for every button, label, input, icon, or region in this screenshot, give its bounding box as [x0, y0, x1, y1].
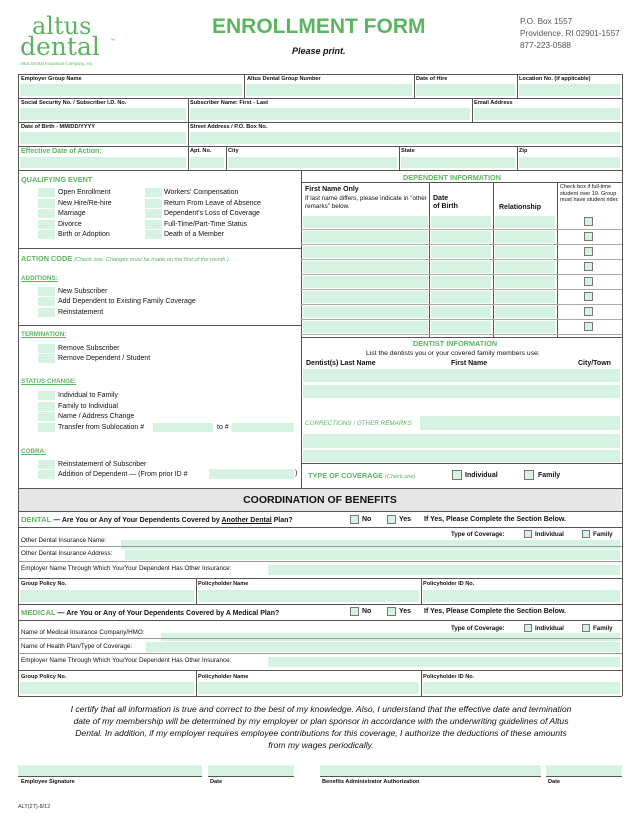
- dental-holder-id-input[interactable]: [423, 590, 620, 602]
- dental-question-u: Another Dental: [221, 517, 272, 524]
- form-subtitle: Please print.: [292, 46, 346, 56]
- admin-signature-input[interactable]: [320, 765, 541, 776]
- dental-holder-label: Policyholder Name: [198, 581, 249, 587]
- subscriber-name-input[interactable]: [190, 108, 470, 120]
- dental-policy-label: Group Policy No.: [21, 581, 67, 587]
- student-checkbox[interactable]: [584, 217, 593, 226]
- dental-no-label: No: [362, 516, 372, 523]
- dental-name-input[interactable]: [121, 540, 620, 549]
- status-option: Name / Address Change: [58, 413, 135, 420]
- status-option: Individual to Family: [58, 392, 118, 399]
- dep-col-first-note: If last name differs, please indicate in "other remarks" below.: [305, 195, 427, 210]
- dentist-info-title: DENTIST INFORMATION: [413, 339, 498, 348]
- coverage-note: (Check one): [385, 474, 416, 480]
- altus-dental-logo: [20, 14, 120, 70]
- medical-yes-label: Yes: [399, 608, 412, 615]
- qualifying-checkbox[interactable]: [38, 230, 55, 239]
- dependent-cell[interactable]: [495, 276, 555, 288]
- qualifying-option: Full-Time/Part-Time Status: [164, 221, 248, 228]
- medical-holder-id-input[interactable]: [423, 682, 620, 694]
- dependent-cell[interactable]: [303, 216, 428, 228]
- dental-individual-label: Individual: [535, 531, 564, 538]
- sublocation-to-input[interactable]: [232, 423, 294, 432]
- medical-family-checkbox[interactable]: [582, 624, 590, 632]
- state-input[interactable]: [401, 157, 515, 168]
- email-label: Email Address: [474, 100, 513, 106]
- dependent-cell[interactable]: [303, 231, 428, 243]
- address-line: P.O. Box 1557: [520, 17, 573, 26]
- employee-date-label: Date: [210, 779, 223, 785]
- zip-label: Zip: [519, 148, 528, 154]
- dependent-cell[interactable]: [495, 231, 555, 243]
- dependent-cell[interactable]: [431, 261, 491, 273]
- qualifying-checkbox[interactable]: [145, 209, 162, 218]
- additions-option: New Subscriber: [58, 288, 108, 295]
- dependent-cell[interactable]: [495, 216, 555, 228]
- medical-instruction: If Yes, Please Complete the Section Below.: [424, 608, 566, 615]
- dental-question-a: — Are You or Any of Your Dependents Covered by: [53, 517, 222, 524]
- qualifying-option: Death of a Member: [164, 231, 224, 238]
- medical-individual-label: Individual: [535, 625, 564, 632]
- status-option: Family to Individual: [58, 403, 118, 410]
- medical-family-label: Family: [593, 625, 613, 632]
- subscriber-name-label: Subscriber Name: First - Last: [190, 100, 269, 106]
- medical-question-line: [21, 608, 279, 617]
- dental-policy-input[interactable]: [20, 590, 194, 602]
- dentist-instruction: List the dentists you or your covered family members use:: [366, 350, 540, 357]
- cobra-checkbox[interactable]: [38, 470, 55, 479]
- company-address: [520, 16, 620, 52]
- qualifying-option: Workers' Compensation: [164, 189, 239, 196]
- location-no-label: Location No. (if applicable): [519, 76, 591, 82]
- apt-label: Apt. No.: [190, 148, 212, 154]
- group-number-label: Altus Dental Group Number: [247, 76, 321, 82]
- city-label: City: [228, 148, 239, 154]
- city-input[interactable]: [228, 157, 397, 168]
- dependent-cell[interactable]: [303, 246, 428, 258]
- sublocation-from-input[interactable]: [153, 423, 213, 432]
- dependent-cell[interactable]: [431, 321, 491, 333]
- qualifying-checkbox[interactable]: [38, 220, 55, 229]
- coverage-title: TYPE OF COVERAGE: [308, 471, 384, 480]
- zip-input[interactable]: [519, 157, 620, 168]
- dentist-row[interactable]: [303, 385, 620, 398]
- termination-option: Remove Subscriber: [58, 345, 120, 352]
- dental-label: DENTAL: [21, 515, 52, 524]
- effective-date-input[interactable]: [20, 157, 186, 168]
- street-input[interactable]: [190, 132, 620, 144]
- effective-date-label: Effective Date of Action:: [21, 148, 102, 155]
- additions-title: ADDITIONS:: [21, 275, 58, 282]
- corrections-input-1[interactable]: [420, 416, 620, 430]
- medical-name-label: Name of Medical Insurance Company/HMO:: [21, 629, 145, 636]
- dental-yes-checkbox[interactable]: [387, 515, 396, 524]
- dependent-cell[interactable]: [431, 246, 491, 258]
- dental-no-checkbox[interactable]: [350, 515, 359, 524]
- dependent-cell[interactable]: [495, 321, 555, 333]
- termination-option: Remove Dependent / Student: [58, 355, 151, 362]
- type-of-coverage: [308, 471, 416, 480]
- dependent-cell[interactable]: [303, 276, 428, 288]
- dentist-row[interactable]: [303, 369, 620, 382]
- dependent-cell[interactable]: [303, 291, 428, 303]
- medical-individual-checkbox[interactable]: [524, 624, 532, 632]
- student-checkbox[interactable]: [584, 232, 593, 241]
- student-checkbox[interactable]: [584, 247, 593, 256]
- dependent-cell[interactable]: [431, 291, 491, 303]
- medical-no-checkbox[interactable]: [350, 607, 359, 616]
- qualifying-option: Dependent's Loss of Coverage: [164, 210, 260, 217]
- medical-holder-id-label: Policyholder ID No.: [423, 674, 475, 680]
- dependent-cell[interactable]: [431, 216, 491, 228]
- dependent-cell[interactable]: [495, 306, 555, 318]
- ssn-input[interactable]: [20, 108, 186, 120]
- dental-address-label: Other Dental Insurance Address:: [21, 550, 113, 557]
- corrections-input-3[interactable]: [303, 450, 620, 462]
- dental-type-label: Type of Coverage:: [451, 531, 505, 538]
- qualifying-option: Divorce: [58, 221, 82, 228]
- status-change-title: STATUS CHANGE:: [21, 378, 77, 385]
- apt-input[interactable]: [190, 157, 224, 168]
- action-code-title: [21, 254, 229, 263]
- employee-date-input[interactable]: [208, 765, 294, 776]
- additions-option: Add Dependent to Existing Family Coverage: [58, 298, 196, 305]
- termination-checkbox[interactable]: [38, 354, 55, 363]
- coverage-family-label: Family: [538, 472, 561, 479]
- state-label: State: [401, 148, 415, 154]
- street-label: Street Address / P.O. Box No.: [190, 124, 268, 130]
- qualifying-option: New Hire/Re-hire: [58, 200, 112, 207]
- corrections-label: CORRECTIONS / OTHER REMARKS: [305, 420, 412, 427]
- dental-family-checkbox[interactable]: [582, 530, 590, 538]
- prior-id-close: ): [295, 470, 298, 477]
- dependent-cell[interactable]: [303, 261, 428, 273]
- employer-group-name-input[interactable]: [20, 84, 242, 96]
- qualifying-option: Open Enrollment: [58, 189, 111, 196]
- qualifying-event-title: QUALIFYING EVENT: [21, 175, 93, 184]
- medical-holder-input[interactable]: [198, 682, 419, 694]
- dep-col-student-note: Check box if full-time student over 19. Group must have student rider.: [560, 184, 619, 203]
- additions-checkbox[interactable]: [38, 297, 55, 306]
- status-option: Transfer from Sublocation #: [58, 424, 145, 431]
- dependent-cell[interactable]: [431, 306, 491, 318]
- dental-employer-label: Employer Name Through Which You/Your Dependent Has Other Insurance:: [21, 565, 232, 572]
- dental-question-line: [21, 515, 293, 524]
- additions-checkbox[interactable]: [38, 308, 55, 317]
- employer-group-name-label: Employer Group Name: [21, 76, 82, 82]
- dep-col-relationship: Relationship: [499, 204, 542, 211]
- employee-signature-label: Employee Signature: [21, 779, 75, 785]
- location-no-input[interactable]: [519, 84, 620, 96]
- termination-checkbox[interactable]: [38, 344, 55, 353]
- date-of-hire-label: Date of Hire: [416, 76, 448, 82]
- dependent-cell[interactable]: [431, 276, 491, 288]
- certification-text: I certify that all information is true and correct to the best of my knowledge. Also, I understand that the effective date and termination date of my membership will be determined by my employer or plan sponsor in accordance with the underwriting guidelines of Altus Dental. In addition, if my employer requires employee contributions for this coverage, I authorize the deductions of these amounts from my wages periodically.: [70, 704, 572, 750]
- medical-plan-label: Name of Health Plan/Type of Coverage:: [21, 643, 133, 650]
- student-checkbox[interactable]: [584, 277, 593, 286]
- student-checkbox[interactable]: [584, 322, 593, 331]
- dental-holder-input[interactable]: [198, 590, 419, 602]
- student-checkbox[interactable]: [584, 292, 593, 301]
- dental-address-input[interactable]: [125, 550, 620, 560]
- admin-signature-label: Benefits Administrator Authorization: [322, 779, 420, 785]
- medical-no-label: No: [362, 608, 372, 615]
- employee-signature-input[interactable]: [18, 765, 202, 776]
- medical-policy-label: Group Policy No.: [21, 674, 67, 680]
- additions-checkbox[interactable]: [38, 287, 55, 296]
- medical-employer-input[interactable]: [268, 657, 620, 667]
- qualifying-checkbox[interactable]: [38, 199, 55, 208]
- coverage-individual-checkbox[interactable]: [452, 470, 462, 480]
- admin-date-input[interactable]: [546, 765, 622, 776]
- medical-name-input[interactable]: [161, 633, 620, 641]
- cobra-title: COBRA:: [21, 448, 47, 455]
- cobra-option: Addition of Dependent — (From prior ID #: [58, 471, 188, 478]
- corrections-input-2[interactable]: [303, 434, 620, 448]
- dep-col-dob-2: of Birth: [433, 203, 458, 210]
- address-line: 877-223-0588: [520, 41, 571, 50]
- logo-tm: ™: [110, 38, 115, 44]
- cobra-option: Reinstatement of Subscriber: [58, 461, 147, 468]
- qualifying-checkbox[interactable]: [145, 188, 162, 197]
- qualifying-option: Marriage: [58, 210, 86, 217]
- qualifying-checkbox[interactable]: [145, 199, 162, 208]
- admin-date-label: Date: [548, 779, 561, 785]
- dental-employer-input[interactable]: [268, 565, 620, 575]
- cobra-checkbox[interactable]: [38, 460, 55, 469]
- status-checkbox[interactable]: [38, 423, 55, 432]
- dependent-cell[interactable]: [495, 246, 555, 258]
- medical-type-label: Type of Coverage:: [451, 625, 505, 632]
- dental-holder-id-label: Policyholder ID No.: [423, 581, 475, 587]
- qualifying-checkbox[interactable]: [145, 230, 162, 239]
- medical-yes-checkbox[interactable]: [387, 607, 396, 616]
- dentist-col-first: First Name: [451, 360, 488, 367]
- student-checkbox[interactable]: [584, 307, 593, 316]
- status-checkbox[interactable]: [38, 391, 55, 400]
- form-title: ENROLLMENT FORM: [212, 15, 426, 38]
- medical-question: — Are You or Any of Your Dependents Covered by A Medical Plan?: [57, 610, 280, 617]
- email-input[interactable]: [474, 108, 620, 120]
- dental-individual-checkbox[interactable]: [524, 530, 532, 538]
- sublocation-to-label: to #: [217, 424, 229, 431]
- date-of-hire-input[interactable]: [416, 84, 515, 96]
- logo-tagline: Altus Dental Insurance Company, Inc.: [20, 61, 94, 66]
- prior-id-input[interactable]: [209, 469, 294, 479]
- form-code: ALT(2T)-8/12: [18, 804, 51, 810]
- dental-yes-label: Yes: [399, 516, 412, 523]
- logo-line1: altus: [32, 12, 92, 40]
- dependent-cell[interactable]: [495, 261, 555, 273]
- medical-employer-label: Employer Name Through Which You/Your Dependent Has Other Insurance:: [21, 657, 232, 664]
- qualifying-checkbox[interactable]: [38, 209, 55, 218]
- dob-label: Date of Birth - MM/DD/YYYY: [21, 124, 95, 130]
- dependent-cell[interactable]: [303, 321, 428, 333]
- coverage-family-checkbox[interactable]: [524, 470, 534, 480]
- dependent-cell[interactable]: [431, 231, 491, 243]
- termination-title: TERMINATION:: [21, 331, 67, 338]
- dental-name-label: Other Dental Insurance Name:: [21, 537, 107, 544]
- coverage-individual-label: Individual: [465, 472, 498, 479]
- qualifying-option: Return From Leave of Absence: [164, 200, 261, 207]
- student-checkbox[interactable]: [584, 262, 593, 271]
- qualifying-checkbox[interactable]: [145, 220, 162, 229]
- cob-title: COORDINATION OF BENEFITS: [243, 494, 397, 506]
- medical-plan-input[interactable]: [146, 642, 620, 652]
- action-code-note: (Check one. Changes must be made on the first of the month.): [74, 257, 229, 263]
- dependent-cell[interactable]: [303, 306, 428, 318]
- status-checkbox[interactable]: [38, 402, 55, 411]
- dep-col-first: First Name Only: [305, 186, 359, 193]
- medical-label: MEDICAL: [21, 608, 56, 617]
- group-number-input[interactable]: [246, 84, 412, 96]
- dentist-col-city: City/Town: [578, 360, 611, 367]
- status-checkbox[interactable]: [38, 412, 55, 421]
- action-code-label: ACTION CODE: [21, 254, 73, 263]
- additions-option: Reinstatement: [58, 309, 104, 316]
- qualifying-checkbox[interactable]: [38, 188, 55, 197]
- qualifying-option: Birth or Adoption: [58, 231, 110, 238]
- dependent-cell[interactable]: [495, 291, 555, 303]
- medical-policy-input[interactable]: [20, 682, 194, 694]
- dependent-info-title: DEPENDENT INFORMATION: [403, 173, 501, 182]
- dentist-col-last: Dentist(s) Last Name: [306, 360, 376, 367]
- dental-instruction: If Yes, Please Complete the Section Below.: [424, 516, 566, 523]
- address-line: Providence, RI 02901-1557: [520, 29, 620, 38]
- dep-col-dob-1: Date: [433, 195, 449, 202]
- ssn-label: Social Security No. / Subscriber I.D. No.: [21, 100, 127, 106]
- logo-line2: dental: [20, 32, 100, 61]
- dental-question-b: Plan?: [271, 517, 293, 524]
- dob-input[interactable]: [20, 132, 186, 144]
- medical-holder-label: Policyholder Name: [198, 674, 249, 680]
- dental-family-label: Family: [593, 531, 613, 538]
